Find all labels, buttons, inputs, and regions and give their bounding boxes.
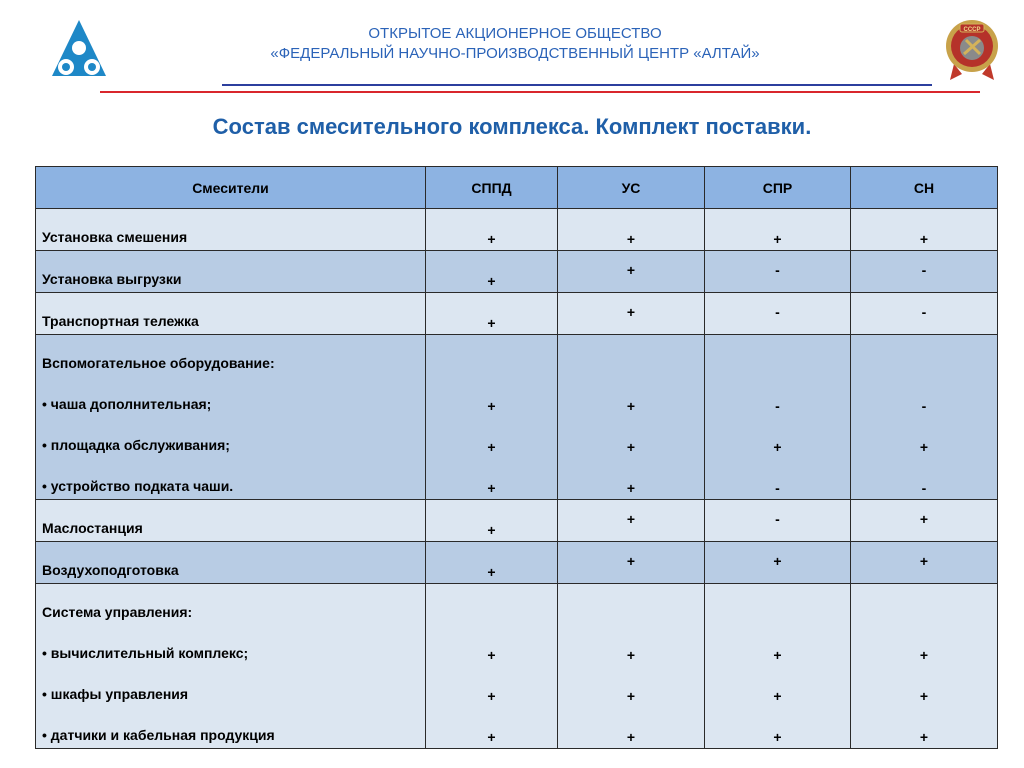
cell-us <box>558 335 705 500</box>
cell-value: + <box>626 398 636 414</box>
row-label-line: • устройство подката чаши. <box>42 478 234 494</box>
cell-sn <box>851 500 998 542</box>
cell-value: - <box>775 398 780 414</box>
cell-spr <box>705 335 851 500</box>
cell-value: + <box>487 647 496 663</box>
row-label-cell <box>36 584 426 749</box>
cell-value: + <box>626 480 636 496</box>
cell-value: + <box>919 688 929 704</box>
cell-value: - <box>775 480 780 496</box>
cell-us <box>558 584 705 749</box>
row-label-line: • вычислительный комплекс; <box>42 645 249 661</box>
row-label-line: • шкафы управления <box>42 686 189 702</box>
header-divider-blue <box>222 84 932 86</box>
table-row <box>36 335 998 500</box>
table-header-row <box>36 167 998 209</box>
cell-value <box>705 584 850 625</box>
cell-sn <box>851 293 998 335</box>
row-label-cell <box>36 251 426 293</box>
table-row <box>36 293 998 335</box>
cell-value: + <box>487 564 496 580</box>
cell-value: + <box>626 304 636 320</box>
cell-sn <box>851 335 998 500</box>
cell-sn <box>851 209 998 251</box>
row-label-line: Вспомогательное оборудование: <box>42 355 275 371</box>
cell-value: - <box>921 398 927 414</box>
cell-spr <box>705 209 851 251</box>
table-row <box>36 584 998 749</box>
cell-spr <box>705 500 851 542</box>
cell-value <box>426 584 557 625</box>
column-header-mixers: Смесители <box>36 167 426 209</box>
cell-value: + <box>626 262 636 278</box>
table-row <box>36 209 998 251</box>
column-header-spr: СПР <box>705 167 851 209</box>
cell-value: + <box>773 729 782 745</box>
cell-sppd <box>426 335 558 500</box>
column-header-sn: СН <box>851 167 998 209</box>
cell-value: - <box>921 304 927 320</box>
row-label-line: Установка смешения <box>42 229 188 245</box>
cell-value: + <box>626 511 636 527</box>
row-label-cell <box>36 500 426 542</box>
cell-value: + <box>773 439 782 455</box>
cell-spr <box>705 251 851 293</box>
cell-value: + <box>487 315 496 331</box>
cell-value: + <box>773 231 782 247</box>
cell-value: + <box>487 688 496 704</box>
table-row <box>36 500 998 542</box>
row-label-line: • площадка обслуживания; <box>42 437 230 453</box>
cell-us <box>558 293 705 335</box>
cell-sppd <box>426 584 558 749</box>
cell-value: + <box>487 729 496 745</box>
company-logo <box>50 18 108 80</box>
row-label-line: Установка выгрузки <box>42 271 182 287</box>
table-row <box>36 251 998 293</box>
column-header-us: УС <box>558 167 705 209</box>
cell-value: + <box>919 231 929 247</box>
table-row <box>36 542 998 584</box>
row-label-cell <box>36 209 426 251</box>
row-label-line: Маслостанция <box>42 520 143 536</box>
cell-value: + <box>626 439 636 455</box>
cell-value: + <box>919 439 929 455</box>
cell-value: - <box>921 480 927 496</box>
row-label-line: Воздухоподготовка <box>42 562 179 578</box>
row-label-line: • датчики и кабельная продукция <box>42 727 275 743</box>
cell-value: - <box>775 511 780 527</box>
cell-value: + <box>773 647 782 663</box>
column-header-sppd: СППД <box>426 167 558 209</box>
cell-sn <box>851 251 998 293</box>
cell-value: + <box>626 647 636 663</box>
row-label-cell <box>36 293 426 335</box>
cell-value: - <box>775 304 780 320</box>
cell-value <box>851 584 997 625</box>
cell-value: + <box>487 480 496 496</box>
row-label-line: • чаша дополнительная; <box>42 396 212 412</box>
cell-value <box>426 335 557 376</box>
cell-value: + <box>487 398 496 414</box>
cell-us <box>558 251 705 293</box>
emblem-label: СССР <box>963 27 981 33</box>
cell-sppd <box>426 251 558 293</box>
ussr-order-emblem <box>944 14 1000 82</box>
row-label-line: Система управления: <box>42 604 193 620</box>
cell-value <box>705 335 850 376</box>
row-label-cell <box>36 335 426 500</box>
header-divider-red <box>100 91 980 93</box>
cell-sppd <box>426 293 558 335</box>
cell-value: + <box>919 511 929 527</box>
cell-sn <box>851 584 998 749</box>
cell-spr <box>705 584 851 749</box>
cell-value: - <box>775 262 780 278</box>
cell-spr <box>705 542 851 584</box>
cell-sn <box>851 542 998 584</box>
cell-sppd <box>426 209 558 251</box>
cell-value: + <box>626 553 636 569</box>
org-name-line1: ОТКРЫТОЕ АКЦИОНЕРНОЕ ОБЩЕСТВО <box>368 25 662 42</box>
cell-value: + <box>919 729 929 745</box>
org-name-line2: «ФЕДЕРАЛЬНЫЙ НАУЧНО-ПРОИЗВОДСТВЕННЫЙ ЦЕНТР «АЛТАЙ» <box>270 45 760 62</box>
cell-us <box>558 209 705 251</box>
cell-value: + <box>626 231 636 247</box>
cell-value <box>558 584 704 625</box>
cell-value <box>558 335 704 376</box>
cell-us <box>558 500 705 542</box>
cell-value: + <box>626 688 636 704</box>
cell-sppd <box>426 500 558 542</box>
cell-value: + <box>626 729 636 745</box>
cell-sppd <box>426 542 558 584</box>
delivery-set-table <box>35 166 998 749</box>
cell-value: + <box>919 553 929 569</box>
cell-value: - <box>921 262 927 278</box>
cell-value: + <box>487 522 496 538</box>
cell-value: + <box>773 553 782 569</box>
cell-value: + <box>487 231 496 247</box>
cell-value <box>851 335 997 376</box>
cell-value: + <box>919 647 929 663</box>
cell-value: + <box>487 273 496 289</box>
page-title: Состав смесительного комплекса. Комплект поставки. <box>212 114 812 139</box>
cell-spr <box>705 293 851 335</box>
row-label-cell <box>36 542 426 584</box>
cell-us <box>558 542 705 584</box>
cell-value: + <box>487 439 496 455</box>
cell-value: + <box>773 688 782 704</box>
row-label-line: Транспортная тележка <box>42 313 199 329</box>
